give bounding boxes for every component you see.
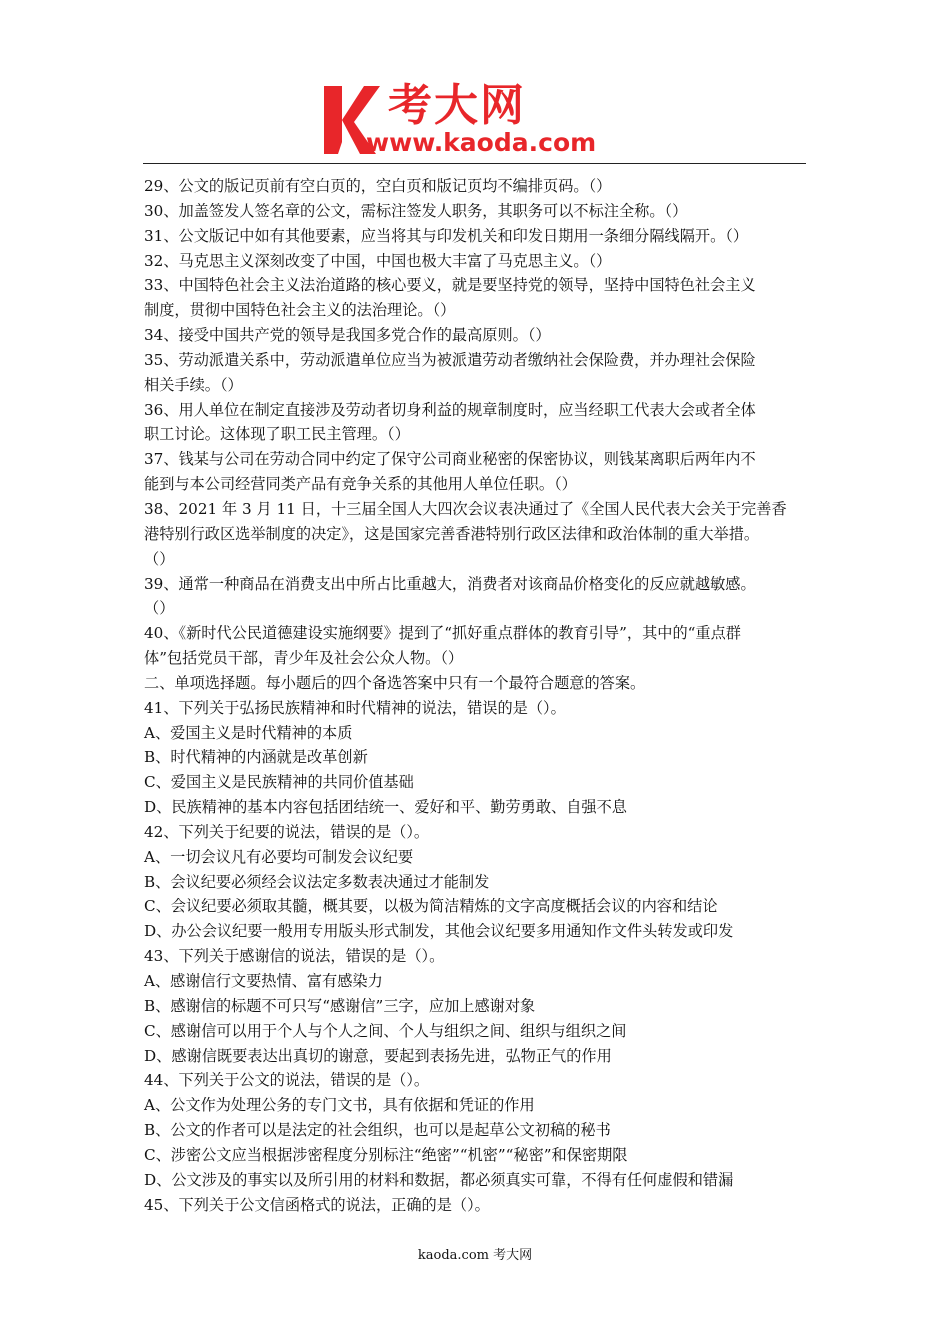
text-line: （） [144,599,175,618]
text-line: 港特别行政区选举制度的决定》，这是国家完善香港特别行政区法律和政治体制的重大举措。 [144,524,760,543]
text-line: 33、中国特色社会主义法治道路的核心要义，就是要坚持党的领导，坚持中国特色社会主义 [144,276,756,295]
text-line: 43、下列关于感谢信的说法，错误的是（）。 [144,947,445,966]
text-line: 能到与本公司经营同类产品有竞争关系的其他用人单位任职。（） [144,475,577,494]
document-body [144,174,809,1217]
text-line: 职工讨论。这体现了职工民主管理。（） [144,425,410,444]
text-line: 36、用人单位在制定直接涉及劳动者切身利益的规章制度时，应当经职工代表大会或者全体 [144,400,756,419]
text-line: 制度，贯彻中国特色社会主义的法治理论。（） [144,301,456,320]
page-footer: kaoda.com 考大网 [417,1248,533,1263]
text-line: （） [144,549,175,568]
text-line: 30、加盖签发人签名章的公文，需标注签发人职务，其职务可以不标注全称。（） [144,201,688,220]
text-line: 41、下列关于弘扬民族精神和时代精神的说法，错误的是（）。 [144,698,566,717]
text-line: C、爱国主义是民族精神的共同价值基础 [144,773,414,792]
text-line: C、涉密公文应当根据涉密程度分别标注“绝密”“机密”“秘密”和保密期限 [144,1145,628,1164]
text-line: 44、下列关于公文的说法，错误的是（）。 [144,1071,430,1090]
text-line: 体”包括党员干部，青少年及社会公众人物。（） [144,649,464,668]
text-line: 29、公文的版记页前有空白页的，空白页和版记页均不编排页码。（） [144,177,612,195]
text-line: 39、通常一种商品在消费支出中所占比重越大，消费者对该商品价格变化的反应就越敏感。 [144,574,756,593]
text-line: 45、下列关于公文信函格式的说法，正确的是（）。 [144,1195,490,1214]
text-line: A、爱国主义是时代精神的本质 [144,723,353,742]
kaoda-logo [318,82,638,160]
text-line: 31、公文版记中如有其他要素，应当将其与印发机关和印发日期用一条细分隔线隔开。（） [144,226,749,245]
text-line: A、感谢信行文要热情、富有感染力 [144,972,383,990]
text-line: 37、钱某与公司在劳动合同中约定了保守公司商业秘密的保密协议，则钱某离职后两年内不 [144,450,756,469]
text-line: B、时代精神的内涵就是改革创新 [144,748,368,767]
text-line: 38、2021 年 3 月 11 日，十三届全国人大四次会议表决通过了《全国人民代表大会关于完善香 [144,499,787,518]
text-line: 40、《新时代公民道德建设实施纲要》提到了“抓好重点群体的教育引导”，其中的“重点群 [144,624,741,643]
text-line: B、感谢信的标题不可只写“感谢信”三字，应加上感谢对象 [144,996,536,1015]
text-line: B、会议纪要必须经会议法定多数表决通过才能制发 [144,872,490,891]
text-line: 相关手续。（） [144,375,243,394]
section-heading: 二、单项选择题。每小题后的四个备选答案中只有一个最符合题意的答案。 [144,673,646,692]
text-line: A、公文作为处理公务的专门文书，具有依据和凭证的作用 [144,1096,535,1115]
header-divider [143,163,806,164]
text-line: D、民族精神的基本内容包括团结统一、爱好和平、勤劳勇敢、自强不息 [144,798,627,817]
logo-url: www.kaoda.com [366,128,597,157]
text-line: 35、劳动派遣关系中，劳动派遣单位应当为被派遣劳动者缴纳社会保险费，并办理社会保险 [144,350,756,369]
text-line: C、会议纪要必须取其髓，概其要，以极为简洁精炼的文字高度概括会议的内容和结论 [144,897,718,916]
text-line: 42、下列关于纪要的说法，错误的是（）。 [144,822,430,841]
logo-chinese-name: 考大网 [388,80,526,131]
text-line: D、感谢信既要表达出真切的谢意，要起到表扬先进，弘物正气的作用 [144,1046,612,1065]
text-line: A、一切会议凡有必要均可制发会议纪要 [144,847,414,866]
text-line: D、办公会议纪要一般用专用版头形式制发，其他会议纪要多用通知作文件头转发或印发 [144,922,734,941]
text-line: B、公文的作者可以是法定的社会组织，也可以是起草公文初稿的秘书 [144,1121,611,1140]
text-line: 34、接受中国共产党的领导是我国多党合作的最高原则。（） [144,326,551,345]
text-line: C、感谢信可以用于个人与个人之间、个人与组织之间、组织与组织之间 [144,1021,627,1040]
text-line: 32、马克思主义深刻改变了中国，中国也极大丰富了马克思主义。（） [144,251,612,270]
text-line: D、公文涉及的事实以及所引用的材料和数据，都必须真实可靠，不得有任何虚假和错漏 [144,1170,734,1189]
